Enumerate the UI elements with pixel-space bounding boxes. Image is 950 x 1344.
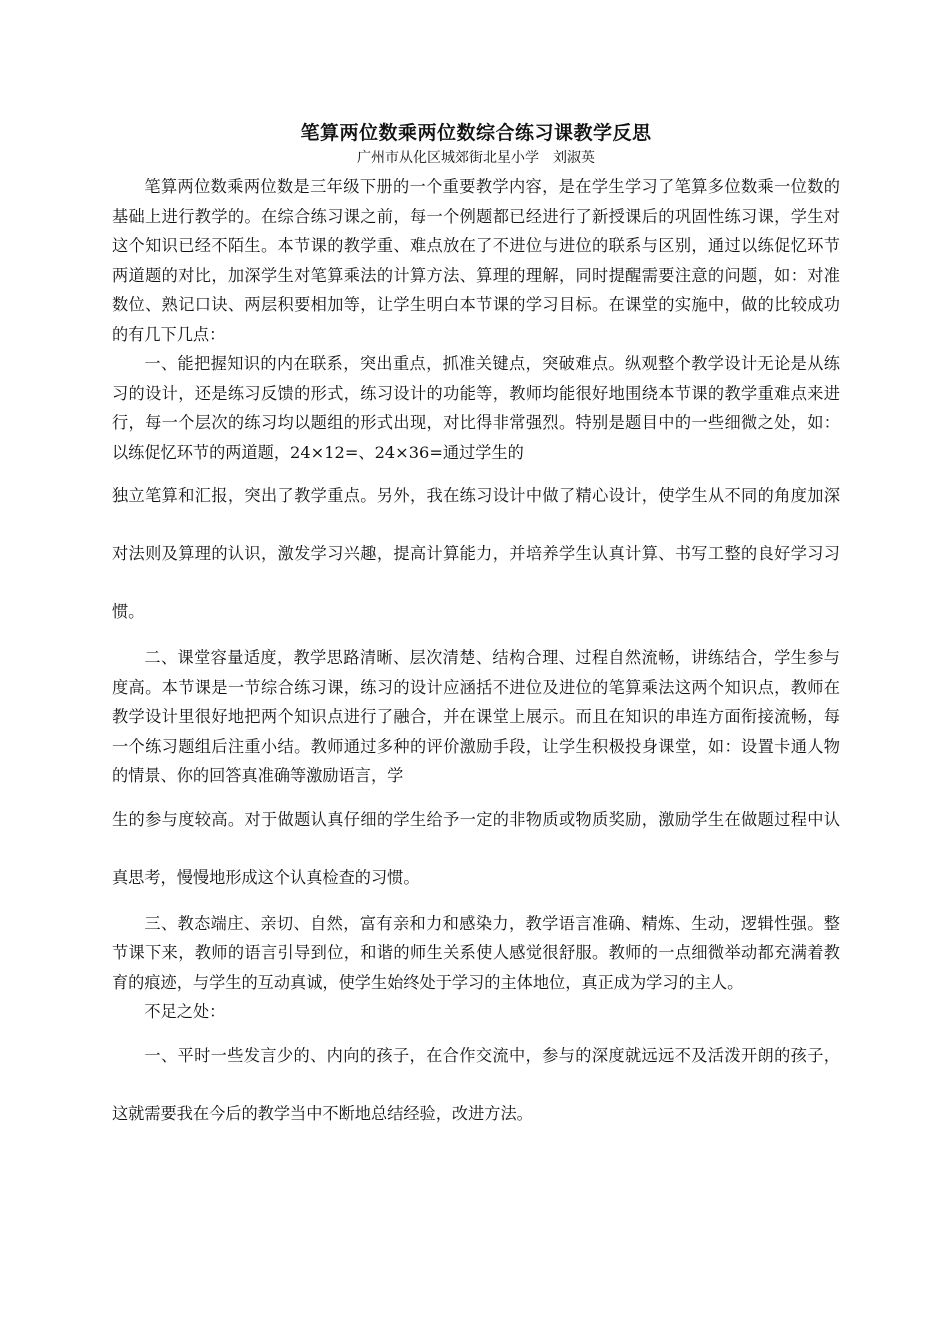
paragraph-point-two-serif-text: 生的参与度较高。: [112, 809, 245, 829]
document-title: 笔算两位数乘两位数综合练习课教学反思: [300, 122, 652, 144]
paragraph-shortcoming-one: 一、平时一些发言少的、内向的孩子，在合作交流中，参与的深度就远远不及活泼开朗的孩子，这就需要我在今后的教学当中不断地总结经验，改进方法。: [112, 1045, 840, 1123]
paragraph-intro: 笔算两位数乘两位数是三年级下册的一个重要教学内容，是在学生学习了笔算多位数乘一位数的基础上进行教学的。在综合练习课之前，每一个例题都已经进行了新授课后的巩固性练习课，学生对这个知识已经不陌生。本节课的教学重、难点放在了不进位与进位的联系与区别，通过以练促忆环节两道题的对比，加深学生对笔算乘法的计算方法、算理的理解，同时提醒需要注意的问题，如：对准数位、熟记口诀、两层积要相加等，让学生明白本节课的学习目标。在课堂的实施中，做的比较成功的有几下几点：: [112, 177, 840, 344]
paragraph-point-two-sans-text: 对于做题认真仔细的学生给予一定的非物质或物质奖励，激励学生在做题过程中认真思考，慢慢地形成这个认真检查的习惯。: [112, 809, 841, 887]
paragraph-point-one-part-a: 一、能把握知识的内在联系，突出重点，抓准关键点，突破难点。纵观整个教学设计无论是从练习的设计，还是练习反馈的形式，练习设计的功能等，教师均能很好地围绕本节课的教学重难点来进行，每一个层次的练习均以题组的形式出现，对比得非常强烈。特别是题目中的一些细微之处，如：以练促忆环节的两道题，24×12=、24×36=通过学生的: [112, 354, 840, 462]
paragraph-point-one-serif-text: 独立笔算和汇报，突出了教学重点。另外，: [112, 486, 427, 505]
paragraph-point-two-part-a: 二、课堂容量适度，教学思路清晰、层次清楚、结构合理、过程自然流畅，讲练结合，学生参与度高。本节课是一节综合练习课，练习的设计应涵括不进位及进位的笔算乘法这两个知识点，教师在教学设计里很好地把两个知识点进行了融合，并在课堂上展示。而且在知识的串连方面衔接流畅，每一个练习题组后注重小结。教师通过多种的评价激励手段，让学生积极投身课堂，如：设置卡通人物的情景、你的回答真准确等激励语言，学: [112, 648, 840, 785]
document-page: [112, 118, 840, 1143]
paragraph-point-three: 三、教态端庄、亲切、自然，富有亲和力和感染力，教学语言准确、精炼、生动，逻辑性强。整节课下来，教师的语言引导到位，和谐的师生关系使人感觉很舒服。教师的一点细微举动都充满着教育的痕迹，与学生的互动真诚，使学生始终处于学习的主体地位，真正成为学习的主人。: [112, 913, 840, 992]
document-author: 广州市从化区城郊街北星小学 刘淑英: [357, 150, 595, 166]
paragraph-point-one-part-b: [112, 467, 840, 641]
paragraph-point-two-part-b: [112, 791, 840, 907]
paragraph-shortcomings-heading: 不足之处：: [144, 1002, 226, 1021]
paragraph-point-one-sans-text: 我在练习设计中做了精心设计，使学生从不同的角度加深对法则及算理的认识，激发学习兴趣，提高计算能力，并培养学生认真计算、书写工整的良好学习习惯。: [112, 486, 841, 621]
